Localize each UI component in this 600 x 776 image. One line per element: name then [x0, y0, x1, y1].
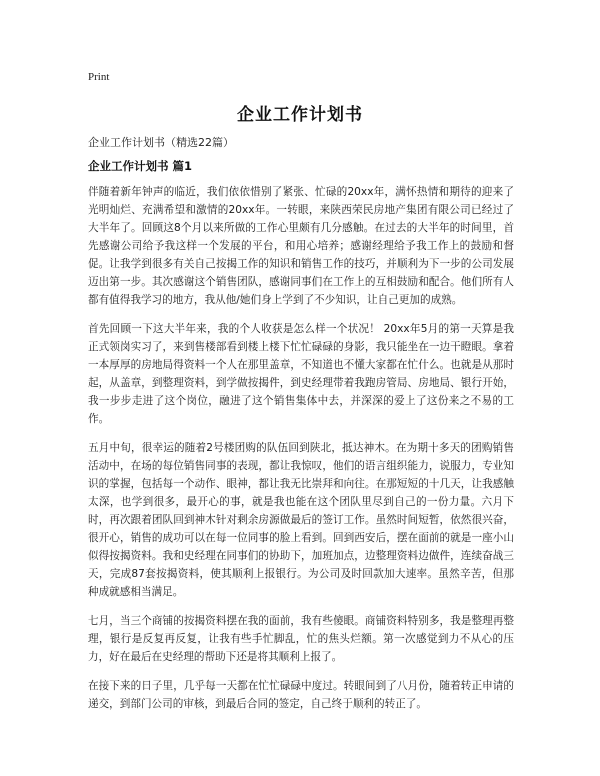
paragraph-1: 伴随着新年钟声的临近，我们依依惜别了紧张、忙碌的20xx年，满怀热情和期待的迎来了光明灿烂、充满希望和激情的20xx年。一转眼，来陕西荣民房地产集团有限公司已经过了大半年了。回顾这8个月以来所做的工作心里颇有几分感触。在过去的大半年的时间里，首先感谢公司给予我这样一个发展的平台，和用心培养；感谢经理给予我工作上的鼓励和督促。让我学到很多有关自己按揭工作的知识和销售工作的技巧，并顺利为下一步的公司发展迈出第一步。其次感谢这个销售团队，感谢同事们在工作上的互相鼓励和配合。他们所有人都有值得我学习的地方，我从他/她们身上学到了不少知识，让自己更加的成熟。 — [88, 186, 514, 306]
paragraph-3: 五月中旬，很幸运的随着2号楼团购的队伍回到陕北，抵达神木。在为期十多天的团购销售活动中，在场的每位销售同事的表现，都让我惊叹，他们的语言组织能力，说服力，专业知识的掌握，包括每一个动作、眼神，都让我无比崇拜和向往。在那短短的十几天，让我感触太深，也学到很多，最开心的事，就是我也能在这个团队里尽到自己的一份力量。六月下时，再次跟着团队回到神木针对剩余房源做最后的签订工作。虽然时间短暂，依然很兴奋，很开心，销售的成功可以在每一位同事的脸上看到。回到西安后，摆在面前的就是一座小山似得按揭资料。我和史经理在同事们的协助下，加班加点，边整理资料边做件，连续奋战三天，完成87套按揭资料，使其顺利上报银行。为公司及时回款加大速率。虽然辛苦，但那种成就感相当满足。 — [88, 442, 514, 598]
document-subtitle: 企业工作计划书（精选22篇） — [88, 136, 234, 149]
document-body — [88, 183, 514, 724]
document-title: 企业工作计划书 — [237, 105, 363, 125]
paragraph-2: 首先回顾一下这大半年来，我的个人收获是怎么样一个状况！ 20xx年5月的第一天算是我正式领岗实习了，来到售楼部看到楼上楼下忙忙碌碌的身影，我只能坐在一边干瞪眼。拿着一本厚厚的房地局得资料一个人在那里盖章，不知道也不懂大家都在忙什么。也就是从那时起，从盖章，到整理资料，到学做按揭件，到史经理带着我跑房管局、房地局、银行开始，我一步步走进了这个岗位，融进了这个销售集体中去，并深深的爱上了这份来之不易的工作。 — [88, 323, 514, 425]
section-heading: 企业工作计划书 篇1 — [88, 159, 193, 173]
paragraph-4: 七月，当三个商铺的按揭资料摆在我的面前，我有些傻眼。商铺资料特别多，我是整理再整理，银行是反复再反复，让我有些手忙脚乱，忙的焦头烂额。第一次感觉到力不从心的压力，好在最后在史经理的帮助下还是将其顺利上报了。 — [88, 615, 514, 663]
print-link[interactable]: Print — [88, 71, 110, 83]
paragraph-5: 在接下来的日子里，几乎每一天都在忙忙碌碌中度过。转眼间到了八月份，随着转正申请的递交，到部门公司的审核，到最后合同的签定，自己终于顺利的转正了。 — [88, 680, 514, 710]
